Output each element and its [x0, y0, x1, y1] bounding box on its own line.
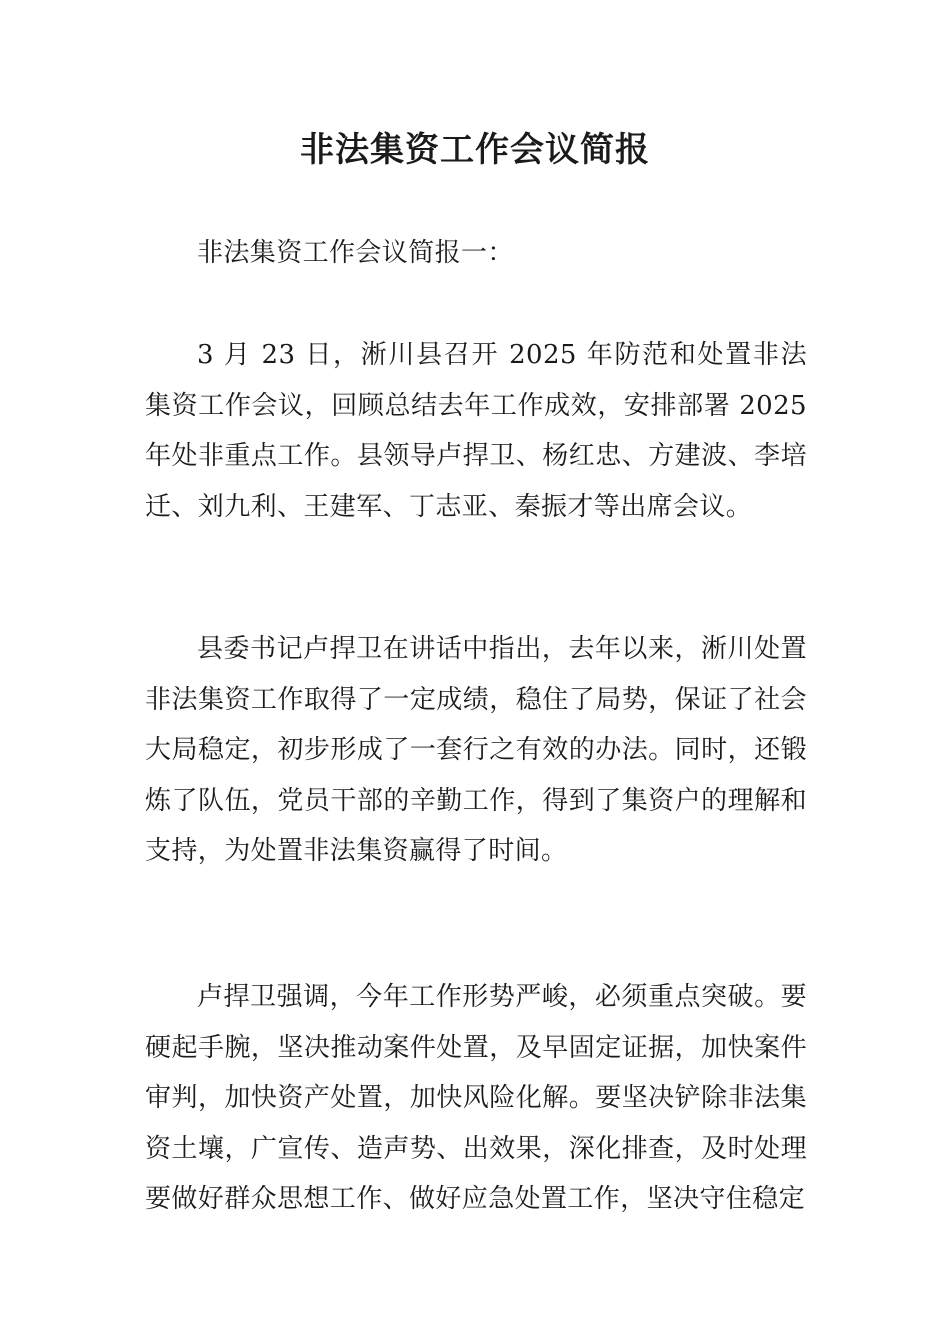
document-subtitle: 非法集资工作会议简报一：	[197, 238, 514, 268]
paragraph-1: 3 月 23 日，淅川县召开 2025 年防范和处置非法集资工作会议，回顾总结去年工作成效，安排部署 2025 年处非重点工作。县领导卢捍卫、杨红忠、方建波、李培迁、刘九利、王建军、丁志亚、秦振才等出席会议。	[145, 340, 807, 522]
paragraph-3: 卢捍卫强调，今年工作形势严峻，必须重点突破。要硬起手腕，坚决推动案件处置，及早固定证据，加快案件审判，加快资产处置，加快风险化解。要坚决铲除非法集资土壤，广宣传、造声势、出效果，深化排查，及时处理要做好群众思想工作、做好应急处置工作，坚决守住稳定	[145, 982, 807, 1214]
paragraph-2: 县委书记卢捍卫在讲话中指出，去年以来，淅川处置非法集资工作取得了一定成绩，稳住了局势，保证了社会大局稳定，初步形成了一套行之有效的办法。同时，还锻炼了队伍，党员干部的辛勤工作，得到了集资户的理解和支持，为处置非法集资赢得了时间。	[145, 634, 807, 866]
document-title: 非法集资工作会议简报	[300, 130, 650, 170]
